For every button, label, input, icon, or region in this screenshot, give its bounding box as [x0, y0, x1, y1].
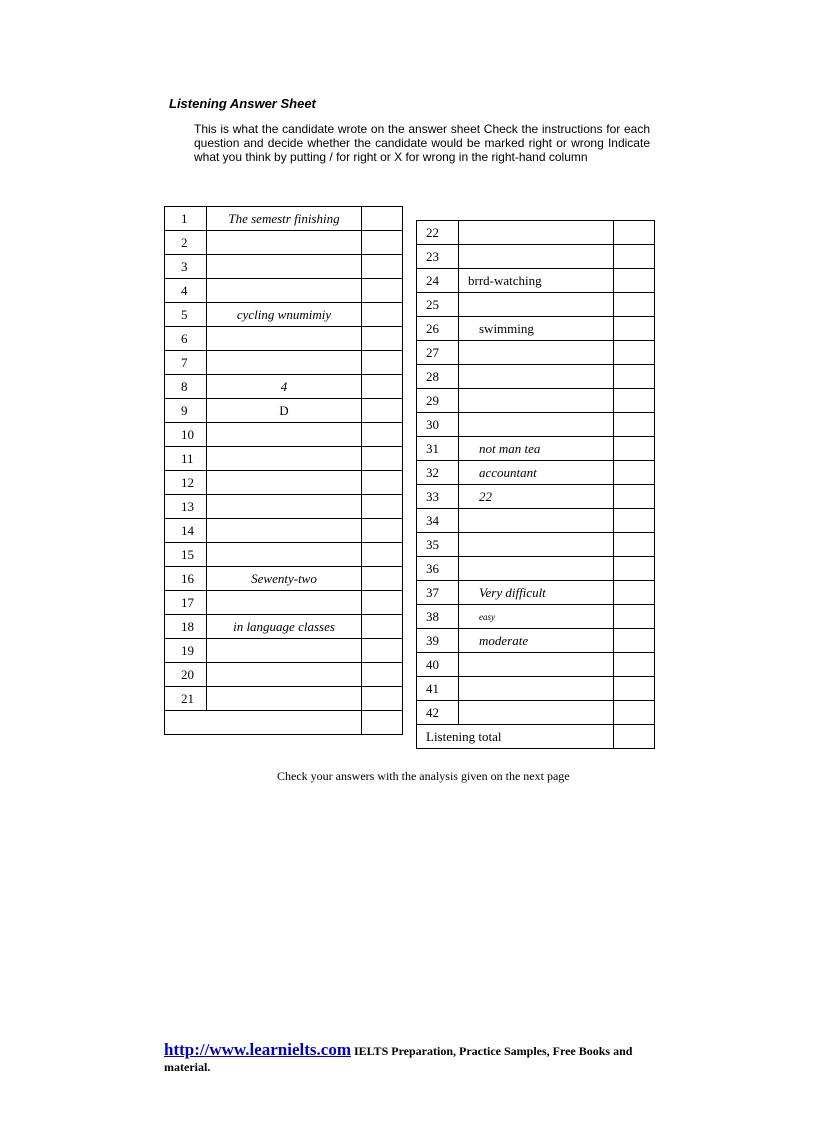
question-number: 18 — [165, 615, 207, 639]
answer-row — [165, 567, 403, 591]
mark-cell — [362, 303, 403, 327]
question-number: 27 — [417, 341, 459, 365]
candidate-answer — [459, 677, 614, 701]
mark-cell — [614, 629, 655, 653]
question-number: 3 — [165, 255, 207, 279]
question-number: 42 — [417, 701, 459, 725]
mark-cell — [362, 495, 403, 519]
mark-cell — [362, 327, 403, 351]
answer-row — [165, 471, 403, 495]
question-number: 31 — [417, 437, 459, 461]
question-number: 8 — [165, 375, 207, 399]
candidate-answer: accountant — [459, 461, 614, 485]
mark-cell — [362, 207, 403, 231]
question-number: 5 — [165, 303, 207, 327]
candidate-answer — [207, 591, 362, 615]
mark-cell — [362, 423, 403, 447]
question-number: 2 — [165, 231, 207, 255]
answer-row — [165, 207, 403, 231]
answer-table-right — [416, 220, 655, 749]
answer-row — [417, 485, 655, 509]
mark-cell — [614, 413, 655, 437]
answer-row — [165, 327, 403, 351]
answer-row — [417, 461, 655, 485]
question-number: 28 — [417, 365, 459, 389]
answer-row — [417, 677, 655, 701]
candidate-answer — [207, 495, 362, 519]
question-number: 6 — [165, 327, 207, 351]
mark-cell — [614, 341, 655, 365]
candidate-answer: in language classes — [207, 615, 362, 639]
question-number: 7 — [165, 351, 207, 375]
candidate-answer: The semestr finishing — [207, 207, 362, 231]
page-title: Listening Answer Sheet — [169, 96, 316, 111]
candidate-answer — [207, 327, 362, 351]
mark-cell — [614, 389, 655, 413]
question-number: 13 — [165, 495, 207, 519]
mark-cell — [614, 605, 655, 629]
candidate-answer: cycling wnumimiy — [207, 303, 362, 327]
question-number: 26 — [417, 317, 459, 341]
question-number: 19 — [165, 639, 207, 663]
mark-cell — [362, 351, 403, 375]
candidate-answer — [207, 471, 362, 495]
footer-note: Check your answers with the analysis given on the next page — [277, 769, 570, 783]
answer-table-left — [164, 206, 403, 735]
question-number: 11 — [165, 447, 207, 471]
candidate-answer — [459, 557, 614, 581]
candidate-answer — [207, 279, 362, 303]
question-number: 22 — [417, 221, 459, 245]
candidate-answer — [207, 519, 362, 543]
candidate-answer — [459, 533, 614, 557]
answer-row — [417, 317, 655, 341]
question-number: 12 — [165, 471, 207, 495]
answer-row — [165, 423, 403, 447]
answer-row — [417, 701, 655, 725]
question-number: 36 — [417, 557, 459, 581]
answer-row — [417, 293, 655, 317]
mark-cell — [362, 591, 403, 615]
answer-row — [417, 389, 655, 413]
candidate-answer: 22 — [459, 485, 614, 509]
answer-row — [417, 269, 655, 293]
mark-cell — [614, 677, 655, 701]
answer-row — [417, 341, 655, 365]
candidate-answer — [207, 663, 362, 687]
mark-cell — [362, 543, 403, 567]
question-number: 25 — [417, 293, 459, 317]
question-number: 16 — [165, 567, 207, 591]
website-link[interactable]: http://www.learnielts.com — [164, 1040, 351, 1059]
question-number: 32 — [417, 461, 459, 485]
mark-cell — [362, 639, 403, 663]
answer-row — [165, 303, 403, 327]
mark-cell — [362, 375, 403, 399]
candidate-answer: Very difficult — [459, 581, 614, 605]
mark-cell — [362, 615, 403, 639]
candidate-answer — [459, 509, 614, 533]
mark-cell — [614, 365, 655, 389]
mark-cell — [614, 293, 655, 317]
answer-row — [165, 519, 403, 543]
answer-row — [417, 221, 655, 245]
mark-cell — [614, 485, 655, 509]
answer-row — [165, 615, 403, 639]
candidate-answer — [207, 543, 362, 567]
candidate-answer — [459, 341, 614, 365]
candidate-answer — [207, 351, 362, 375]
answer-row — [417, 581, 655, 605]
candidate-answer: swimming — [459, 317, 614, 341]
question-number: 17 — [165, 591, 207, 615]
mark-cell — [614, 317, 655, 341]
mark-cell — [614, 509, 655, 533]
answer-row — [165, 231, 403, 255]
candidate-answer — [207, 231, 362, 255]
candidate-answer: brrd-watching — [459, 269, 614, 293]
candidate-answer: moderate — [459, 629, 614, 653]
mark-cell — [362, 663, 403, 687]
candidate-answer — [459, 221, 614, 245]
question-number: 37 — [417, 581, 459, 605]
answer-row — [165, 495, 403, 519]
candidate-answer: easy — [459, 605, 614, 629]
question-number: 9 — [165, 399, 207, 423]
answer-row — [165, 663, 403, 687]
question-number: 15 — [165, 543, 207, 567]
mark-cell — [614, 245, 655, 269]
answer-row — [165, 255, 403, 279]
mark-cell — [362, 399, 403, 423]
mark-cell — [614, 533, 655, 557]
mark-cell — [362, 687, 403, 711]
mark-cell — [614, 461, 655, 485]
mark-cell — [614, 269, 655, 293]
answer-row — [417, 605, 655, 629]
answer-row — [165, 279, 403, 303]
mark-cell — [614, 701, 655, 725]
question-number: 20 — [165, 663, 207, 687]
answer-row — [165, 399, 403, 423]
mark-cell — [614, 221, 655, 245]
question-number: 38 — [417, 605, 459, 629]
total-row — [417, 725, 655, 749]
question-number: 33 — [417, 485, 459, 509]
candidate-answer — [459, 365, 614, 389]
mark-cell — [362, 519, 403, 543]
total-row — [165, 711, 403, 735]
mark-cell — [362, 447, 403, 471]
answer-row — [165, 351, 403, 375]
candidate-answer — [459, 245, 614, 269]
candidate-answer — [459, 389, 614, 413]
answer-row — [165, 375, 403, 399]
footer-text: IELTS Preparation, Practice Samples, Free Books and material. — [164, 1044, 633, 1074]
question-number: 35 — [417, 533, 459, 557]
answer-row — [165, 591, 403, 615]
question-number: 41 — [417, 677, 459, 701]
candidate-answer — [459, 293, 614, 317]
mark-cell — [362, 279, 403, 303]
candidate-answer — [459, 701, 614, 725]
question-number: 39 — [417, 629, 459, 653]
answer-row — [417, 557, 655, 581]
question-number: 21 — [165, 687, 207, 711]
total-blank — [165, 711, 362, 735]
question-number: 34 — [417, 509, 459, 533]
candidate-answer — [207, 687, 362, 711]
mark-cell — [362, 471, 403, 495]
question-number: 23 — [417, 245, 459, 269]
candidate-answer — [207, 447, 362, 471]
mark-cell — [362, 711, 403, 735]
candidate-answer: 4 — [207, 375, 362, 399]
page-footer — [164, 1042, 654, 1075]
mark-cell — [362, 255, 403, 279]
answer-row — [417, 365, 655, 389]
mark-cell — [614, 557, 655, 581]
answer-row — [417, 509, 655, 533]
answer-row — [417, 629, 655, 653]
question-number: 14 — [165, 519, 207, 543]
candidate-answer — [459, 653, 614, 677]
candidate-answer: Sewenty-two — [207, 567, 362, 591]
listening-total-label: Listening total — [417, 725, 614, 749]
candidate-answer: D — [207, 399, 362, 423]
question-number: 40 — [417, 653, 459, 677]
question-number: 29 — [417, 389, 459, 413]
candidate-answer: not man tea — [459, 437, 614, 461]
mark-cell — [362, 567, 403, 591]
answer-row — [417, 245, 655, 269]
question-number: 30 — [417, 413, 459, 437]
candidate-answer — [459, 413, 614, 437]
candidate-answer — [207, 639, 362, 663]
answer-row — [165, 687, 403, 711]
candidate-answer — [207, 255, 362, 279]
mark-cell — [614, 581, 655, 605]
question-number: 4 — [165, 279, 207, 303]
answer-row — [165, 543, 403, 567]
instructions-text: This is what the candidate wrote on the answer sheet Check the instructions for each question and decide whether the candidate would be marked right or wrong Indicate what you think by putting / for right or X for wrong in the right-hand column — [194, 122, 650, 164]
answer-row — [165, 447, 403, 471]
answer-row — [417, 533, 655, 557]
mark-cell — [614, 437, 655, 461]
question-number: 1 — [165, 207, 207, 231]
question-number: 10 — [165, 423, 207, 447]
mark-cell — [614, 653, 655, 677]
question-number: 24 — [417, 269, 459, 293]
candidate-answer — [207, 423, 362, 447]
answer-row — [417, 413, 655, 437]
mark-cell — [362, 231, 403, 255]
answer-row — [417, 653, 655, 677]
answer-row — [417, 437, 655, 461]
answer-row — [165, 639, 403, 663]
total-mark-cell — [614, 725, 655, 749]
